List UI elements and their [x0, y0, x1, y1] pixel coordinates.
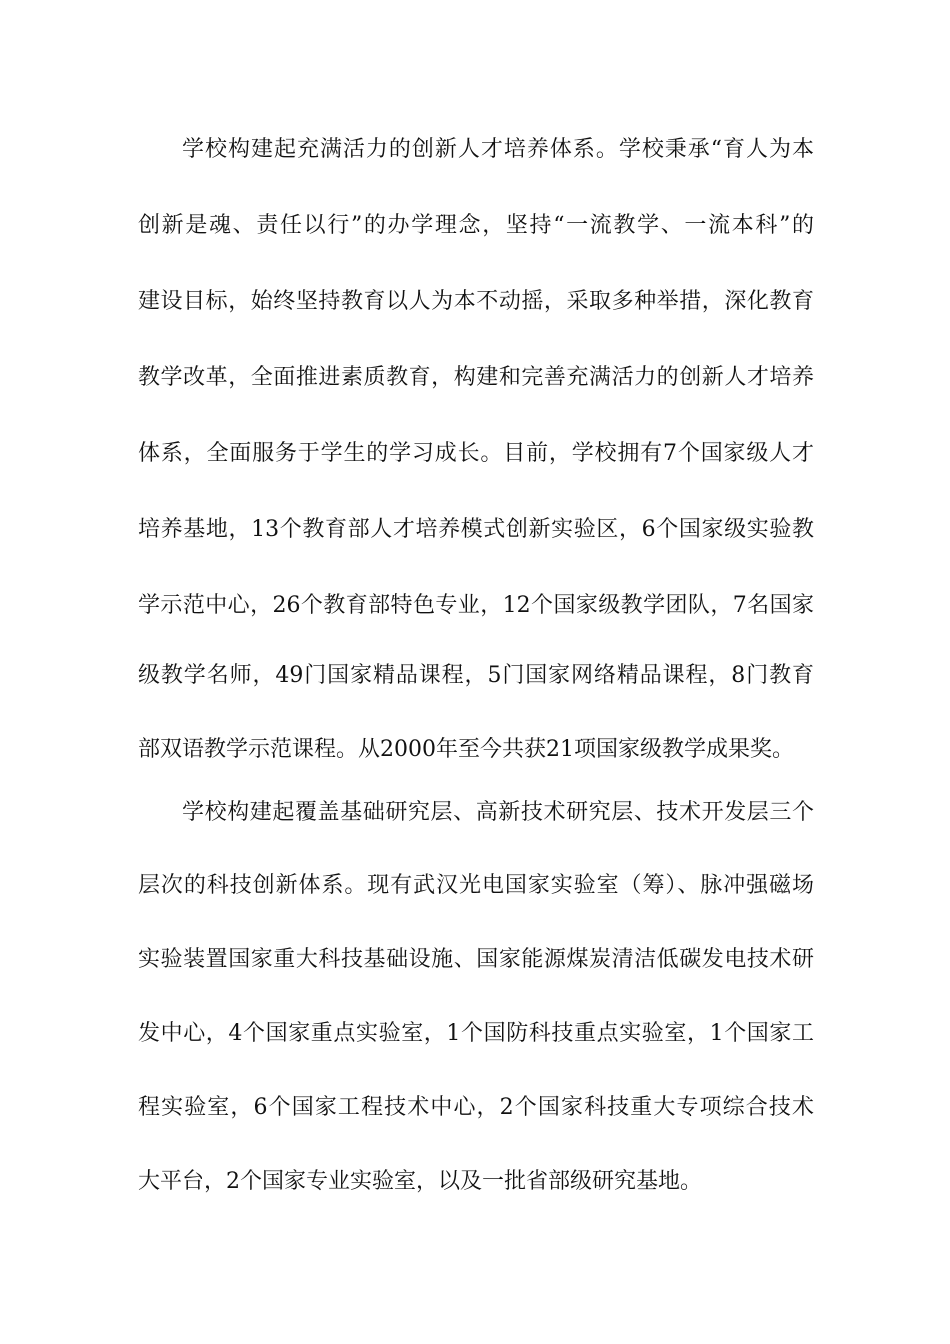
- paragraph-2-line-6: 大平台，2个国家专业实验室，以及一批省部级研究基地。: [138, 1169, 702, 1194]
- paragraph-1-line-3: 建设目标，始终坚持教育以人为本不动摇，采取多种举措，深化教育: [138, 289, 814, 314]
- paragraph-1-line-9: 部双语教学示范课程。从2000年至今共获21项国家级教学成果奖。: [138, 737, 794, 762]
- paragraph-1-line-2: 创新是魂、责任以行”的办学理念，坚持“一流教学、一流本科”的: [138, 213, 814, 238]
- paragraph-2-line-2: 层次的科技创新体系。现有武汉光电国家实验室（筹）、脉冲强磁场: [138, 873, 814, 898]
- paragraph-1-line-6: 培养基地，13个教育部人才培养模式创新实验区，6个国家级实验教: [138, 517, 814, 542]
- paragraph-2-line-4: 发中心，4个国家重点实验室，1个国防科技重点实验室，1个国家工: [138, 1021, 814, 1046]
- paragraph-1-line-1: 学校构建起充满活力的创新人才培养体系。学校秉承“育人为本: [182, 137, 814, 162]
- paragraph-1-line-4: 教学改革，全面推进素质教育，构建和完善充满活力的创新人才培养: [138, 365, 814, 390]
- paragraph-1-line-8: 级教学名师，49门国家精品课程，5门国家网络精品课程，8门教育: [138, 663, 814, 688]
- paragraph-2-line-1: 学校构建起覆盖基础研究层、高新技术研究层、技术开发层三个: [182, 800, 814, 825]
- paragraph-1-line-5: 体系，全面服务于学生的学习成长。目前，学校拥有7个国家级人才: [138, 441, 814, 466]
- paragraph-2-line-3: 实验装置国家重大科技基础设施、国家能源煤炭清洁低碳发电技术研: [138, 947, 814, 972]
- paragraph-1-line-7: 学示范中心，26个教育部特色专业，12个国家级教学团队，7名国家: [138, 593, 814, 618]
- paragraph-2-line-5: 程实验室，6个国家工程技术中心，2个国家科技重大专项综合技术: [138, 1095, 814, 1120]
